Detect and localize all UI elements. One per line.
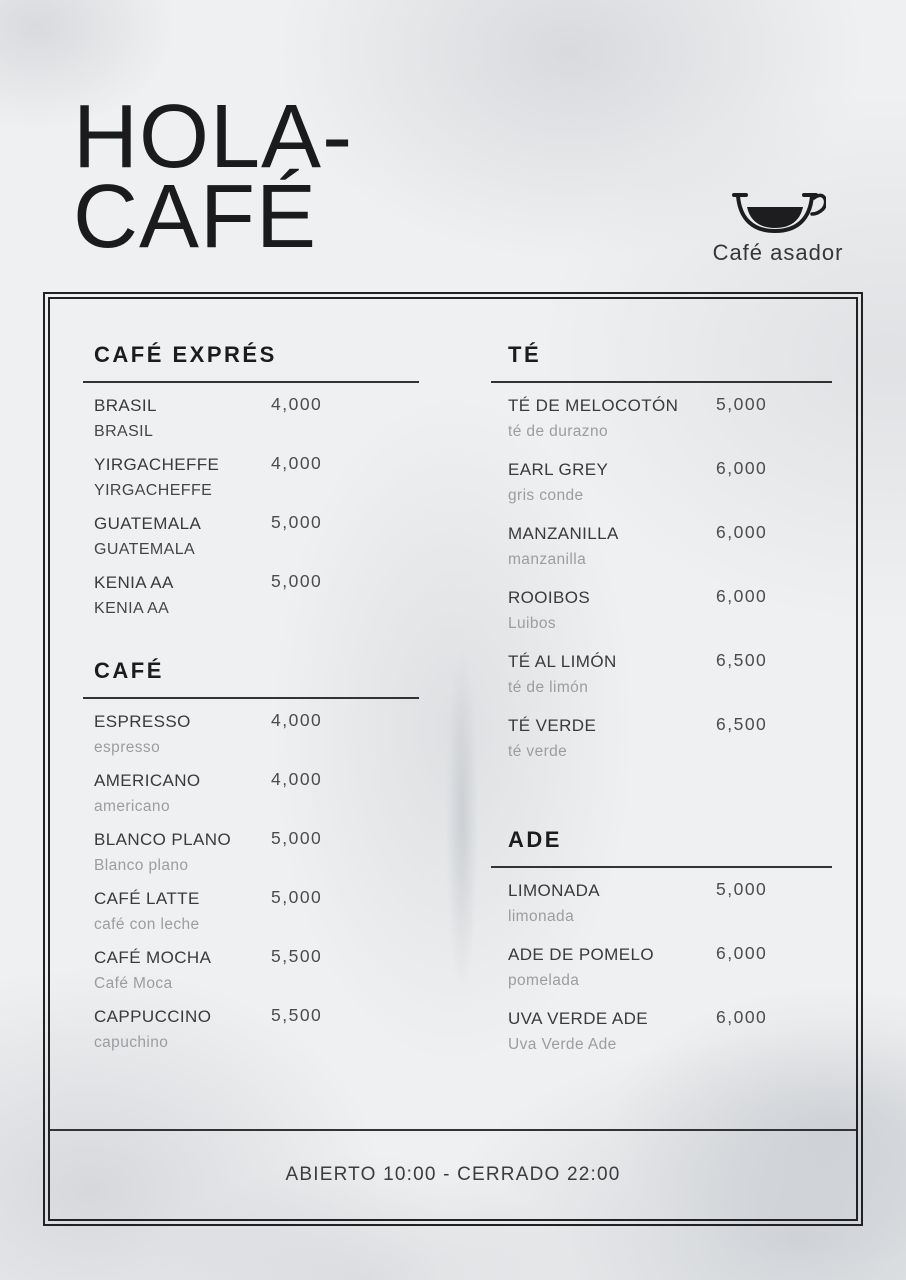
menu-frame xyxy=(43,292,863,1226)
item-subname: GUATEMALA xyxy=(94,541,196,558)
item-name: TÉ VERDE xyxy=(508,716,597,735)
item-price: 6,500 xyxy=(716,714,768,734)
opening-hours: ABIERTO 10:00 - CERRADO 22:00 xyxy=(285,1164,621,1185)
item-subname: té de limón xyxy=(508,679,589,696)
item-price: 5,000 xyxy=(716,879,768,899)
item-price: 4,000 xyxy=(271,453,323,473)
item-price: 6,000 xyxy=(716,586,768,606)
menu-frame-inner xyxy=(48,297,858,1221)
menu-item-cappuccino xyxy=(83,1004,419,1056)
item-list xyxy=(83,383,419,622)
item-name: ESPRESSO xyxy=(94,712,191,731)
menu-item-guatemala xyxy=(83,511,419,563)
menu-item-americano xyxy=(83,768,419,820)
item-name: TÉ AL LIMÓN xyxy=(508,652,617,671)
item-name: LIMONADA xyxy=(508,881,600,900)
menu-item-te-verde xyxy=(491,713,832,765)
item-price: 5,000 xyxy=(716,394,768,414)
item-price: 5,500 xyxy=(271,946,323,966)
item-price: 6,000 xyxy=(716,1007,768,1027)
item-price: 5,000 xyxy=(271,512,323,532)
item-list xyxy=(83,699,419,1056)
item-price: 5,000 xyxy=(271,887,323,907)
section-title-cafe: CAFÉ xyxy=(94,658,164,683)
item-price: 4,000 xyxy=(271,394,323,414)
menu-column-left xyxy=(83,342,419,1129)
section-cafe xyxy=(83,658,419,1056)
item-name: BRASIL xyxy=(94,396,157,415)
section-title-ade: ADE xyxy=(508,827,562,852)
section-ade xyxy=(491,827,832,1058)
menu-column-right xyxy=(491,342,832,1129)
item-price: 5,500 xyxy=(271,1005,323,1025)
item-subname: té verde xyxy=(508,743,568,760)
menu-item-rooibos xyxy=(491,585,832,637)
item-subname: espresso xyxy=(94,739,161,756)
item-list xyxy=(491,868,832,1058)
menu-item-ade-de-pomelo xyxy=(491,942,832,994)
menu-item-cafe-mocha xyxy=(83,945,419,997)
item-subname: limonada xyxy=(508,908,575,925)
item-name: ROOIBOS xyxy=(508,588,591,607)
item-name: ADE DE POMELO xyxy=(508,945,654,964)
menu-item-uva-verde-ade xyxy=(491,1006,832,1058)
menu-item-te-de-melocoton xyxy=(491,393,832,445)
menu-content xyxy=(50,299,856,1129)
section-title-te: TÉ xyxy=(508,342,542,367)
item-name: EARL GREY xyxy=(508,460,609,479)
menu-item-yirgacheffe xyxy=(83,452,419,504)
item-name: UVA VERDE ADE xyxy=(508,1009,648,1028)
item-subname: té de durazno xyxy=(508,423,608,440)
item-name: KENIA AA xyxy=(94,573,174,592)
menu-item-limonada xyxy=(491,878,832,930)
item-list xyxy=(491,383,832,765)
menu-item-blanco-plano xyxy=(83,827,419,879)
item-price: 6,500 xyxy=(716,650,768,670)
title-line-1: HOLA- xyxy=(73,87,354,187)
item-subname: café con leche xyxy=(94,916,200,933)
item-name: CAFÉ LATTE xyxy=(94,889,200,908)
item-subname: BRASIL xyxy=(94,423,154,440)
item-price: 4,000 xyxy=(271,710,323,730)
logo-label: Café asador xyxy=(712,240,844,265)
item-subname: americano xyxy=(94,798,170,815)
item-name: CAFÉ MOCHA xyxy=(94,948,212,967)
menu-item-cafe-latte xyxy=(83,886,419,938)
section-cafe-expres xyxy=(83,342,419,622)
menu-item-manzanilla xyxy=(491,521,832,573)
item-subname: capuchino xyxy=(94,1034,169,1051)
title-line-2: CAFÉ xyxy=(73,167,318,267)
menu-item-kenia-aa xyxy=(83,570,419,622)
item-subname: pomelada xyxy=(508,972,580,989)
item-name: BLANCO PLANO xyxy=(94,830,232,849)
item-price: 6,000 xyxy=(716,522,768,542)
item-subname: Luibos xyxy=(508,615,557,632)
item-name: GUATEMALA xyxy=(94,514,202,533)
item-name: AMERICANO xyxy=(94,771,201,790)
menu-item-espresso xyxy=(83,709,419,761)
item-name: YIRGACHEFFE xyxy=(94,455,220,474)
page-title xyxy=(73,87,354,267)
item-subname: KENIA AA xyxy=(94,600,170,617)
item-subname: manzanilla xyxy=(508,551,587,568)
item-subname: gris conde xyxy=(508,487,584,504)
item-name: MANZANILLA xyxy=(508,524,619,543)
item-price: 6,000 xyxy=(716,943,768,963)
menu-item-brasil xyxy=(83,393,419,445)
item-subname: Blanco plano xyxy=(94,857,189,874)
item-subname: Café Moca xyxy=(94,975,173,992)
item-price: 6,000 xyxy=(716,458,768,478)
item-price: 5,000 xyxy=(271,571,323,591)
item-name: CAPPUCCINO xyxy=(94,1007,212,1026)
menu-footer xyxy=(50,1129,856,1219)
item-subname: YIRGACHEFFE xyxy=(94,482,213,499)
menu-item-earl-grey xyxy=(491,457,832,509)
coffee-cup-icon xyxy=(730,186,826,238)
section-te xyxy=(491,342,832,765)
item-subname: Uva Verde Ade xyxy=(508,1036,617,1053)
item-price: 4,000 xyxy=(271,769,323,789)
item-price: 5,000 xyxy=(271,828,323,848)
brand-logo xyxy=(708,186,848,266)
section-title-cafe-expres: CAFÉ EXPRÉS xyxy=(94,342,277,367)
item-name: TÉ DE MELOCOTÓN xyxy=(508,396,679,415)
menu-item-te-al-limon xyxy=(491,649,832,701)
